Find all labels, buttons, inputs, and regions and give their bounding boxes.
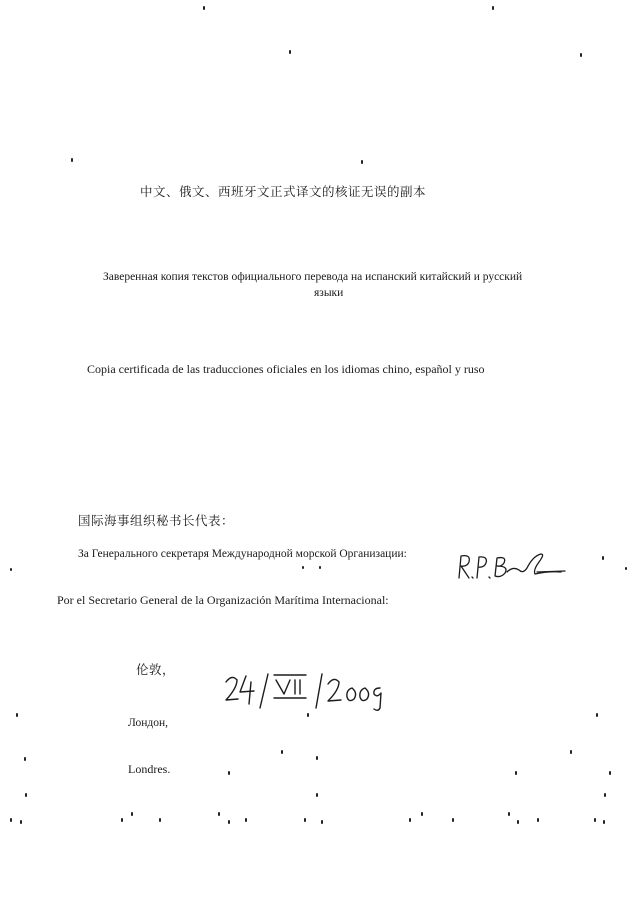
certified-copy-title-ru-line2: языки [314, 287, 344, 299]
signatory-label-ru: За Генерального секретаря Международной морской Организации: [78, 548, 407, 560]
signatory-label-zh: 国际海事组织秘书长代表： [78, 513, 235, 528]
place-label-ru: Лондон, [128, 717, 169, 729]
certified-copy-title-ru-line1: Заверенная копия текстов официального перевода на испанский китайский и русский [103, 271, 523, 283]
certified-copy-title-zh: 中文、俄文、西班牙文正式译文的核证无误的副本 [140, 184, 427, 199]
handwritten-signature [453, 548, 573, 588]
handwritten-date [222, 668, 392, 712]
place-label-zh: 伦敦， [136, 662, 176, 677]
certified-copy-title-es: Copia certificada de las traducciones oficiales en los idiomas chino, español y ruso [87, 362, 485, 376]
place-label-es: Londres. [128, 762, 171, 776]
signatory-label-es: Por el Secretario General de la Organización Marítima Internacional: [57, 593, 389, 607]
